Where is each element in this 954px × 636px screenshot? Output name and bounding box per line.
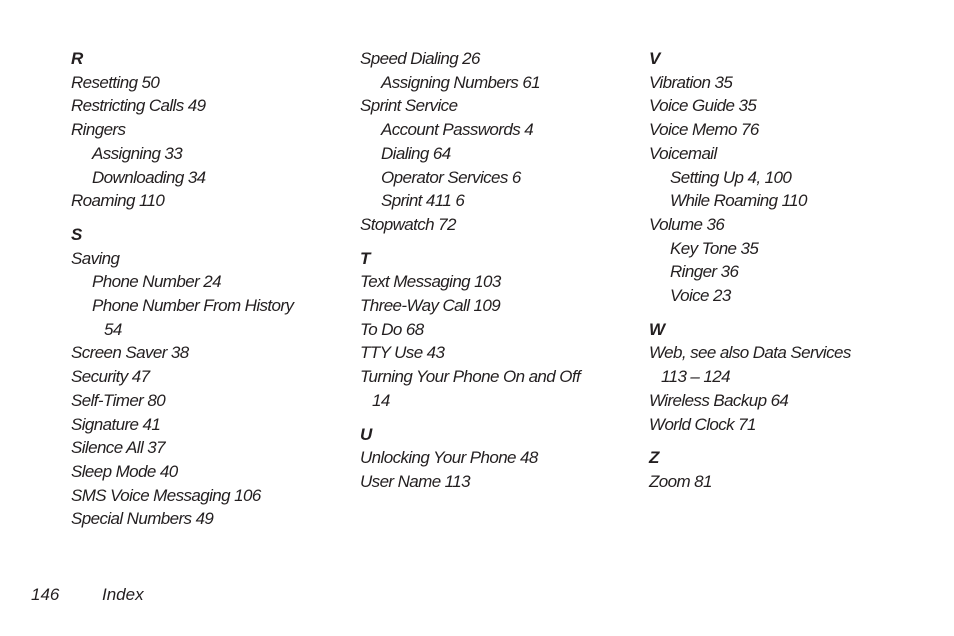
index-entry: Restricting Calls 49 (71, 96, 206, 116)
section-letter: Z (649, 448, 660, 468)
index-subentry: Phone Number 24 (92, 272, 221, 292)
index-subentry: Voice 23 (670, 286, 731, 306)
index-entry: 14 (372, 390, 390, 410)
index-subentry: Account Passwords 4 (381, 120, 534, 140)
index-entry: Saving (71, 248, 120, 268)
index-entry: Sleep Mode 40 (71, 461, 178, 481)
index-entry: Voice Guide 35 (649, 96, 757, 116)
index-entry: Self-Timer 80 (71, 390, 166, 410)
index-section (71, 47, 341, 213)
index-section (649, 47, 919, 308)
index-entry: Silence All 37 (71, 438, 165, 458)
section-letter: V (649, 49, 661, 68)
index-section (649, 446, 919, 493)
index-entry: World Clock 71 (649, 414, 756, 434)
index-section (360, 423, 630, 494)
index-subentry: Assigning 33 (92, 143, 183, 163)
index-entry: Vibration 35 (649, 72, 733, 92)
section-letter: W (649, 319, 666, 339)
index-entry: 113 – 124 (661, 367, 730, 387)
index-entry: Security 47 (71, 367, 150, 387)
index-entry: Unlocking Your Phone 48 (360, 448, 538, 468)
index-subentry: Operator Services 6 (381, 167, 521, 187)
index-section (649, 318, 919, 437)
index-entry: Text Messaging 103 (360, 272, 501, 292)
index-entry: Roaming 110 (71, 191, 165, 211)
index-section (71, 223, 341, 531)
index-entry: User Name 113 (360, 471, 470, 491)
index-entry: Web, see also Data Services (649, 343, 851, 363)
section-letter: S (71, 224, 83, 244)
index-entry: Wireless Backup 64 (649, 390, 789, 410)
index-entry: Resetting 50 (71, 72, 160, 92)
index-entry: Screen Saver 38 (71, 343, 189, 363)
section-letter: R (71, 49, 84, 68)
index-subentry: Dialing 64 (381, 143, 451, 163)
index-column-2 (360, 47, 630, 494)
index-subentry: While Roaming 110 (670, 191, 807, 211)
index-subentry: Sprint 411 6 (381, 191, 465, 211)
index-entry: Special Numbers 49 (71, 509, 214, 529)
page-number: 146 (31, 585, 60, 604)
index-entry: Signature 41 (71, 414, 161, 434)
index-column-3 (649, 47, 919, 494)
index-entry: Speed Dialing 26 (360, 49, 480, 68)
index-subentry: 54 (104, 319, 122, 339)
index-entry: SMS Voice Messaging 106 (71, 485, 261, 505)
section-letter: U (360, 424, 373, 444)
index-subentry: Assigning Numbers 61 (381, 72, 541, 92)
index-entry: Stopwatch 72 (360, 214, 456, 234)
index-entry: Zoom 81 (649, 471, 712, 491)
index-subentry: Setting Up 4, 100 (670, 167, 792, 187)
index-entry: Three-Way Call 109 (360, 296, 501, 316)
index-entry: Sprint Service (360, 96, 458, 116)
index-entry: TTY Use 43 (360, 343, 445, 363)
index-section (360, 247, 630, 413)
index-entry: Volume 36 (649, 214, 725, 234)
index-subentry: Ringer 36 (670, 262, 739, 282)
index-entry: Ringers (71, 120, 126, 140)
index-entry: To Do 68 (360, 319, 424, 339)
index-subentry: Downloading 34 (92, 167, 206, 187)
index-entry: Voice Memo 76 (649, 120, 759, 140)
index-entry: Voicemail (649, 143, 717, 163)
index-entry: Turning Your Phone On and Off (360, 367, 581, 387)
index-column-1 (71, 47, 341, 531)
index-subentry: Phone Number From History (92, 296, 294, 315)
index-subentry: Key Tone 35 (670, 238, 759, 258)
index-section (360, 47, 630, 237)
running-title: Index (102, 585, 144, 604)
section-letter: T (360, 248, 371, 268)
